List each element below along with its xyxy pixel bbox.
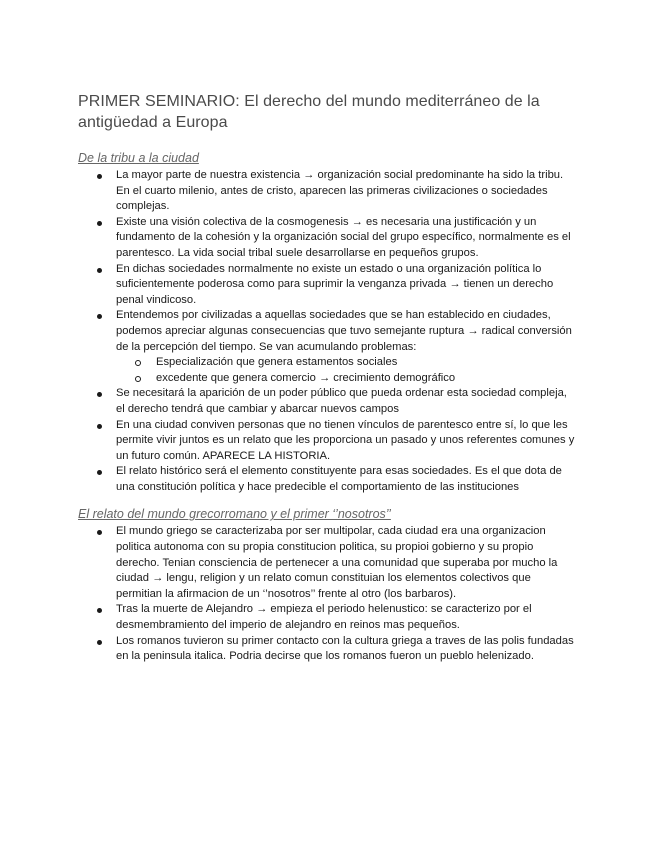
list-item-text: En dichas sociedades normalmente no existe un estado o una organización política lo suficientemente poderosa como para suprimir la venganza privada → tienen un derecho penal vindicoso. bbox=[116, 262, 554, 306]
list-item bbox=[78, 524, 577, 602]
list-item-text: Existe una visión colectiva de la cosmogenesis → es necesaria una justificación y un fundamento de la cohesión y la organización social del grupo específico, normalmente es el parentesco. La vida social tribal suele desarrollarse en pequeños grupos. bbox=[116, 215, 571, 259]
list-item bbox=[78, 464, 577, 495]
bullet-icon bbox=[97, 470, 102, 475]
list-item bbox=[78, 634, 577, 665]
bullet-icon bbox=[97, 424, 102, 429]
section-heading: De la tribu a la ciudad bbox=[78, 151, 199, 165]
bullet-icon bbox=[97, 608, 102, 613]
list-item bbox=[78, 602, 577, 633]
bullet-icon bbox=[97, 640, 102, 645]
list-item bbox=[78, 386, 577, 417]
bullet-list bbox=[78, 524, 577, 664]
hollow-bullet-icon bbox=[135, 360, 141, 366]
list-item-text: Entendemos por civilizadas a aquellas sociedades que se han establecido en ciudades, podemos apreciar algunas consecuencias que tuvo semejante ruptura → radical conversión de la percepción del tiempo. Se van acumulando problemas: bbox=[116, 309, 572, 353]
bullet-list bbox=[78, 168, 577, 495]
sub-list-item-text: Especialización que genera estamentos sociales bbox=[156, 356, 398, 369]
page-title: PRIMER SEMINARIO: El derecho del mundo mediterráneo de la antigüedad a Europa bbox=[78, 93, 540, 131]
sub-list-item bbox=[116, 371, 577, 387]
list-item bbox=[78, 262, 577, 309]
list-item bbox=[78, 215, 577, 262]
bullet-icon bbox=[97, 268, 102, 273]
bullet-icon bbox=[97, 314, 102, 319]
list-item-text: La mayor parte de nuestra existencia → organización social predominante ha sido la tribu. En el cuarto milenio, antes de cristo, aparecen las primeras civilizaciones o sociedades complejas. bbox=[116, 169, 564, 213]
section-relato-grecorromano bbox=[78, 506, 577, 664]
bullet-icon bbox=[97, 174, 102, 179]
sub-bullet-list bbox=[116, 355, 577, 386]
list-item-text: Se necesitará la aparición de un poder público que pueda ordenar esta sociedad compleja, el derecho tendrá que cambiar y abarcar nuevos campos bbox=[116, 387, 567, 415]
bullet-icon bbox=[97, 221, 102, 226]
section-heading: El relato del mundo grecorromano y el primer ‘’nosotros’’ bbox=[78, 507, 391, 522]
list-item-text: Tras la muerte de Alejandro → empieza el periodo helenustico: se caracterizo por el desmembramiento del imperio de alejandro en reinos mas pequeños. bbox=[116, 603, 532, 632]
list-item-text: En una ciudad conviven personas que no tienen vínculos de parentesco entre sí, lo que les permite vivir juntos es un relato que les proporciona un pasado y unos referentes comunes y un futuro común. APARECE LA HISTORIA. bbox=[116, 418, 575, 462]
section-tribu-ciudad bbox=[78, 150, 577, 495]
list-item bbox=[78, 418, 577, 465]
bullet-icon bbox=[97, 530, 102, 535]
sub-list-item bbox=[116, 355, 577, 371]
list-item bbox=[78, 168, 577, 215]
list-item-text: Los romanos tuvieron su primer contacto con la cultura griega a traves de las polis fundadas en la peninsula italica. Podria decirse que los romanos fueron un pueblo helenizado. bbox=[116, 634, 574, 663]
bullet-icon bbox=[97, 392, 102, 397]
list-item-text: El mundo griego se caracterizaba por ser multipolar, cada ciudad era una organizacion politica autonoma con su propia constitucion politica, su propioi gobierno y su propio derecho. Tenian consciencia de pertenecer a una comunidad que superaba por mucho la ciudad → lengu, religion y un relato comun constituian los elementos colectivos que permitian la afirmacion de un ‘’nosotros’’ frente al otro (los barbaros). bbox=[116, 525, 558, 600]
list-item-text: El relato histórico será el elemento constituyente para esas sociedades. Es el que dota de una constitución política y hace predecible el comportamiento de las instituciones bbox=[116, 465, 562, 493]
hollow-bullet-icon bbox=[135, 376, 141, 382]
sub-list-item-text: excedente que genera comercio → crecimiento demográfico bbox=[156, 371, 456, 384]
list-item bbox=[78, 308, 577, 386]
